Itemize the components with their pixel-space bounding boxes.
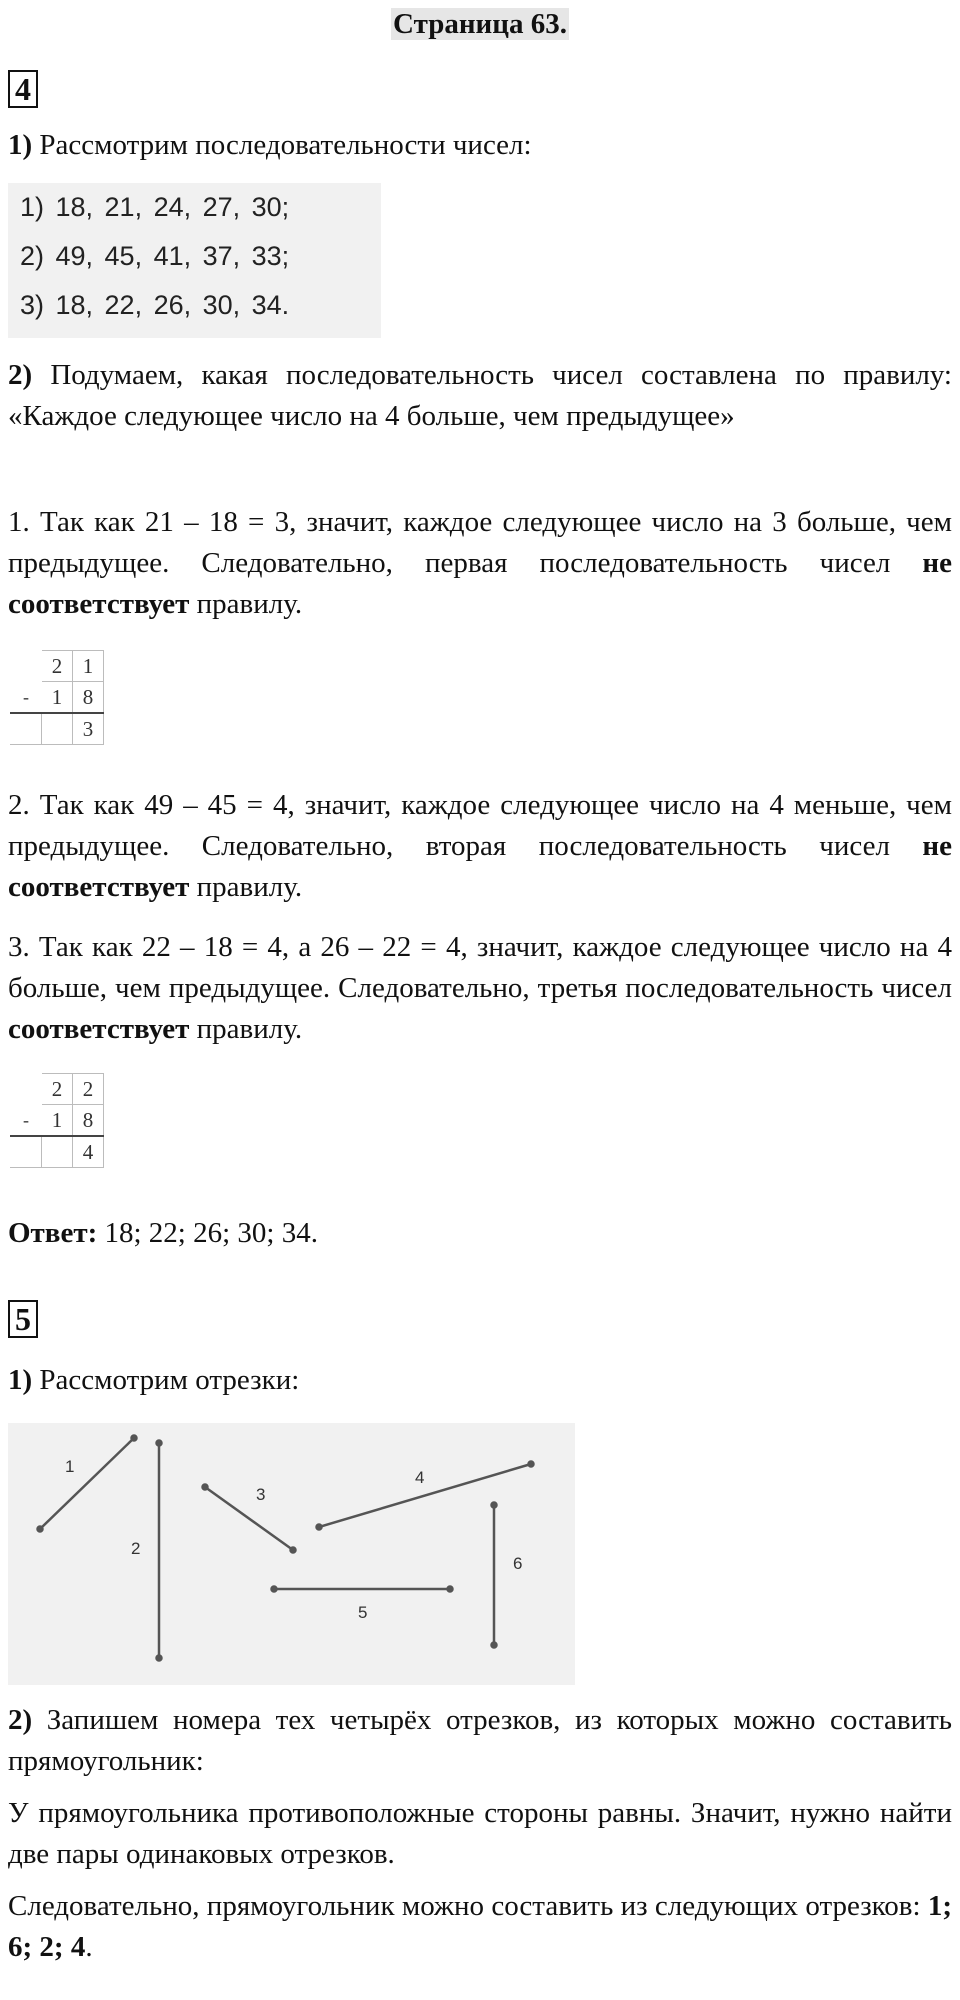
segment-label-3: 3	[256, 1485, 266, 1504]
step-label: 2)	[8, 1704, 33, 1736]
subtraction-calc-2	[10, 1073, 104, 1168]
digit: 8	[73, 682, 104, 714]
item-tail: правилу.	[189, 588, 303, 620]
segment-label-4: 4	[415, 1468, 425, 1487]
segment-1	[40, 1438, 134, 1529]
step-text: Рассмотрим последовательности чисел:	[32, 129, 532, 161]
step-label: 1)	[8, 129, 33, 161]
item-bold: соответствует	[8, 1013, 190, 1045]
sequence-1: 1) 18, 21, 24, 27, 30;	[20, 192, 290, 222]
task-4-answer	[8, 1213, 952, 1254]
item-bold: не соответствует	[8, 547, 952, 620]
task-5-step-1	[8, 1360, 952, 1401]
segments-image	[8, 1423, 575, 1685]
sequence-3: 3) 18, 22, 26, 30, 34.	[20, 290, 290, 320]
step-label: 1)	[8, 1364, 33, 1396]
rectangle-segments: 1; 6; 2; 4	[8, 1890, 952, 1963]
item-text: 3. Так как 22 – 18 = 4, а 26 – 22 = 4, значит, каждое следующее число на 4 больше, чем предыдущее. Следовательно, третья последовательность чисел	[8, 931, 952, 1004]
result-digit: 3	[73, 713, 104, 745]
step-text: Запишем номера тех четырёх отрезков, из которых можно составить прямоугольник:	[8, 1704, 952, 1777]
task-5-paragraph-1: У прямоугольника противоположные стороны равны. Значит, нужно найти две пары одинаковых отрезков.	[8, 1797, 952, 1870]
step-label: 2)	[8, 359, 33, 391]
step-text: Рассмотрим отрезки:	[32, 1364, 300, 1396]
segments-figure	[8, 1423, 575, 1685]
digit: 1	[42, 1105, 73, 1137]
item-tail: правилу.	[189, 1013, 303, 1045]
answer-label: Ответ:	[8, 1217, 98, 1249]
minus-sign: -	[23, 1109, 29, 1130]
segment-3	[205, 1487, 293, 1550]
minus-sign: -	[23, 686, 29, 707]
task-5-step-2	[8, 1700, 952, 1782]
task-5-paragraph-2	[8, 1886, 952, 1968]
answer-value: 18; 22; 26; 30; 34.	[97, 1217, 318, 1249]
step-text: Подумаем, какая последовательность чисел составлена по правилу: «Каждое следующее число на 4 больше, чем предыдущее»	[8, 359, 952, 432]
task-4-number: 4	[8, 70, 38, 108]
task-4-item-1	[8, 502, 952, 625]
task-4-step-2	[8, 355, 952, 437]
digit: 2	[42, 1074, 73, 1105]
digit: 8	[73, 1105, 104, 1137]
page-title	[0, 8, 960, 41]
sequences-image	[8, 183, 381, 338]
item-text: 1. Так как 21 – 18 = 3, значит, каждое следующее число на 3 больше, чем предыдущее. Следовательно, первая последовательность чисел	[8, 506, 952, 579]
segment-4	[319, 1464, 531, 1527]
segment-label-1: 1	[65, 1457, 75, 1476]
item-text: 2. Так как 49 – 45 = 4, значит, каждое следующее число на 4 меньше, чем предыдущее. Следовательно, вторая последовательность чисел	[8, 789, 952, 862]
subtraction-calc-1	[10, 650, 104, 745]
task-5-number: 5	[8, 1300, 38, 1338]
digit: 2	[73, 1074, 104, 1105]
segment-label-6: 6	[513, 1554, 523, 1573]
result-digit: 4	[73, 1136, 104, 1168]
digit: 1	[42, 682, 73, 714]
item-bold: не соответствует	[8, 830, 952, 903]
task-4-item-2	[8, 785, 952, 908]
task-4-item-3	[8, 927, 952, 1050]
segment-label-2: 2	[131, 1539, 141, 1558]
para-tail: .	[85, 1931, 93, 1963]
digit: 1	[73, 651, 104, 682]
item-tail: правилу.	[189, 871, 303, 903]
sequence-2: 2) 49, 45, 41, 37, 33;	[20, 241, 290, 271]
para-text: Следовательно, прямоугольник можно составить из следующих отрезков:	[8, 1890, 928, 1922]
digit: 2	[42, 651, 73, 682]
page-title-text: Страница 63.	[393, 8, 567, 40]
task-4-step-1	[8, 125, 952, 166]
segment-label-5: 5	[358, 1603, 368, 1622]
